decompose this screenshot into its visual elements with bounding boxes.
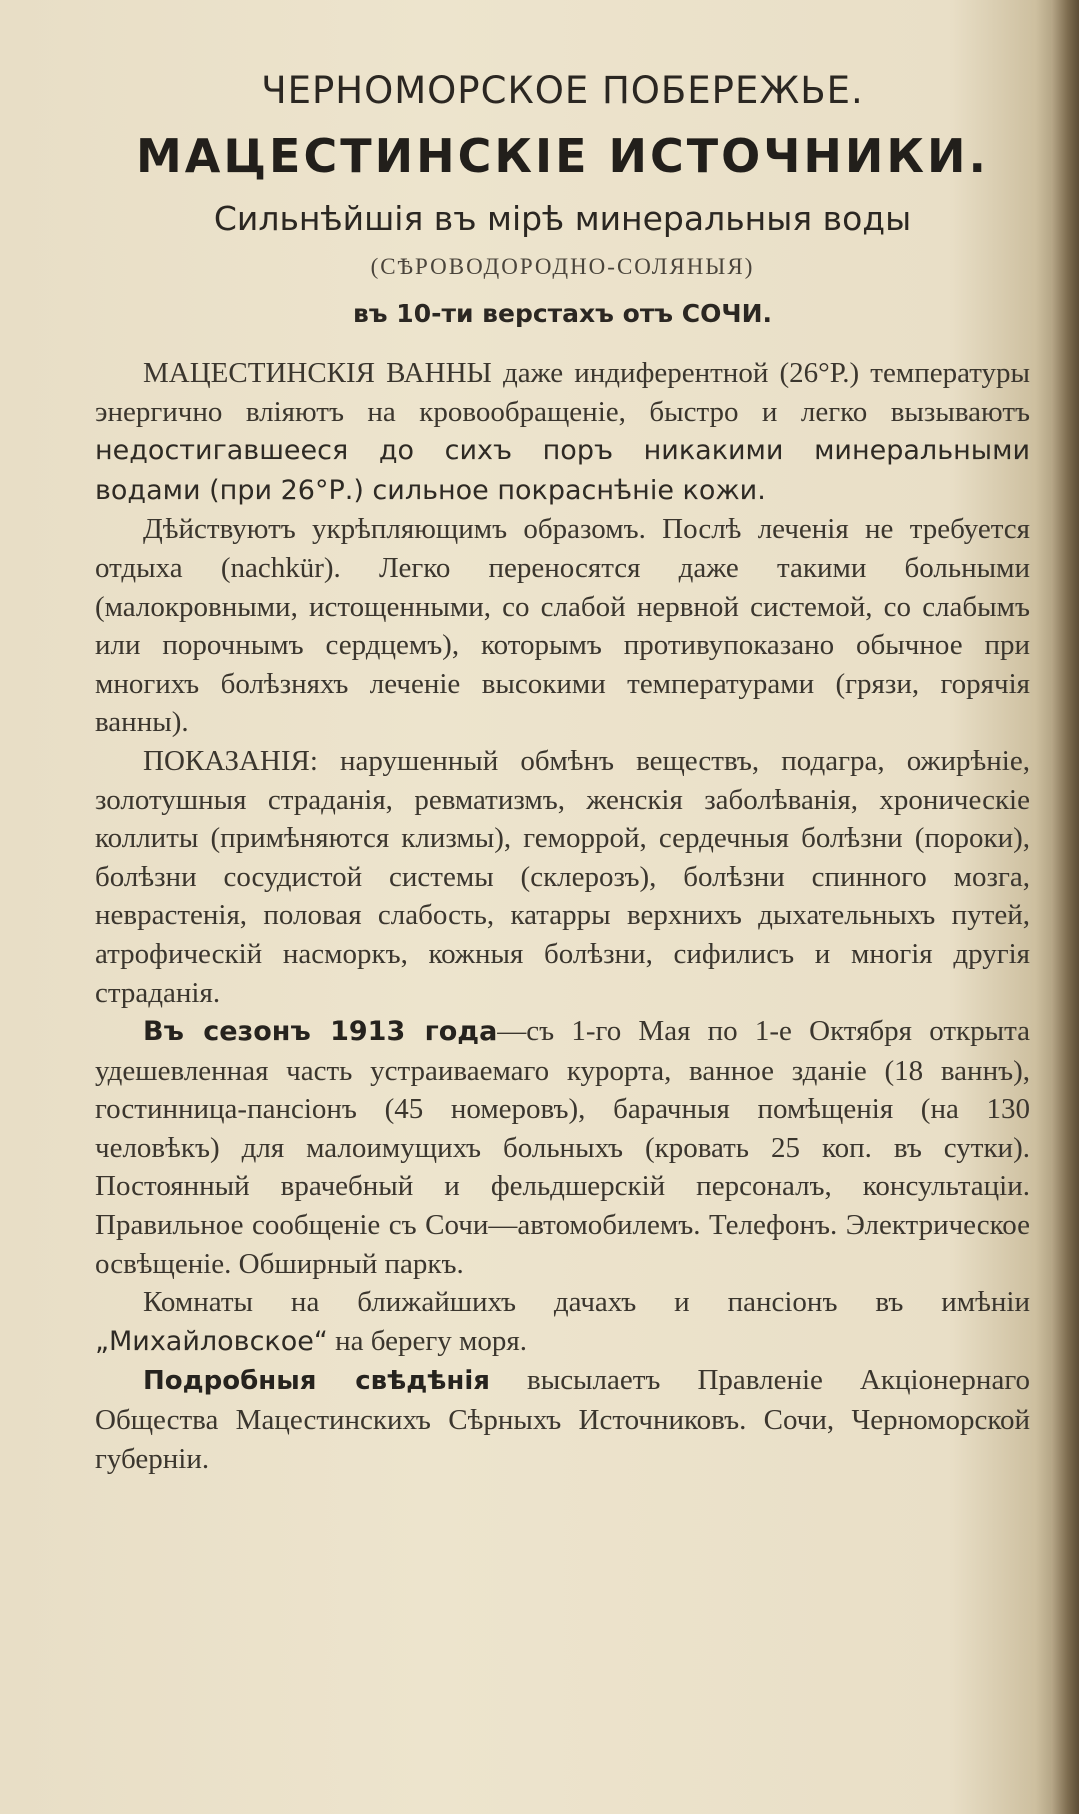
rooms-text-1: Комнаты на ближайшихъ дачахъ и пансіонъ въ имѣніи bbox=[143, 1286, 1030, 1319]
contact-details: высылаетъ Правленіе Акціонернаго Общества Мацестинскихъ Сѣрныхъ Источниковъ. Сочи, Черноморской губерніи. bbox=[95, 1364, 1030, 1475]
body-text bbox=[95, 354, 1030, 1478]
rooms-text-2: на берегу моря. bbox=[327, 1324, 527, 1357]
header bbox=[95, 60, 1030, 342]
season-details: —съ 1-го Мая по 1-е Октября открыта удешевленная часть устраиваемаго курорта, ванное зданіе (18 ваннъ), гостинница-пансіонъ (45 номеровъ), барачныя помѣщенія (на 130 человѣкъ) для малоимущихъ больныхъ (кровать 25 коп. въ сутки). Постоянный врачебный и фельдшерскій персоналъ, консультаціи. Правильное сообщеніе съ Сочи—автомобилемъ. Телефонъ. Электрическое освѣщеніе. Обширный паркъ. bbox=[95, 1015, 1030, 1280]
contact-label: Подробныя свѣдѣнія bbox=[143, 1366, 490, 1397]
paragraph-rooms bbox=[95, 1283, 1030, 1361]
paragraph-baths-part1: МАЦЕСТИНСКІЯ ВАННЫ даже индиферентной (26°Р.) температуры энергично вліяютъ на кровообращеніе, быстро и легко вызываютъ bbox=[95, 357, 1030, 428]
season-label: Въ сезонъ 1913 года bbox=[143, 1016, 498, 1048]
paragraph-baths bbox=[95, 354, 1030, 510]
water-type: (СѢРОВОДОРОДНО-СОЛЯНЫЯ) bbox=[370, 254, 755, 279]
estate-name: „Михайловское“ bbox=[95, 1325, 328, 1357]
distance-line: въ 10-ти верстахъ отъ СОЧИ. bbox=[352, 299, 773, 328]
paragraph-contact bbox=[95, 1361, 1030, 1478]
subtitle-heading: Сильнѣйшія въ мірѣ минеральныя воды bbox=[213, 199, 912, 238]
paragraph-indications: ПОКАЗАНІЯ: нарушенный обмѣнъ веществъ, подагра, ожирѣніе, золотушныя страданія, ревматизмъ, женскія заболѣванія, хроническіе коллиты (примѣняются клизмы), геморрой, сердечныя болѣзни (пороки), болѣзни сосудистой системы (склерозъ), болѣзни спинного мозга, неврастенія, половая слабость, катарры верхнихъ дыхательныхъ путей, атрофическій насморкъ, кожныя болѣзни, сифилисъ и многія другія страданія. bbox=[95, 744, 1030, 1009]
advertisement bbox=[95, 60, 1030, 1478]
region-heading: ЧЕРНОМОРСКОЕ ПОБЕРЕЖЬЕ. bbox=[261, 69, 864, 112]
paragraph-baths-part2: недостигавшееся до сихъ поръ никакими минеральными водами (при 26°Р.) сильное покраснѣніе кожи. bbox=[95, 435, 1030, 506]
title-heading: МАЦЕСТИНСКІЕ ИСТОЧНИКИ. bbox=[136, 129, 989, 183]
paragraph-effects: Дѣйствуютъ укрѣпляющимъ образомъ. Послѣ леченія не требуется отдыха (nachkür). Легко переносятся даже такими больными (малокровными, истощенными, со слабой нервной системой, со слабымъ или порочнымъ сердцемъ), которымъ противупоказано обычное при многихъ болѣзняхъ леченіе высокими температурами (грязи, горячія ванны). bbox=[95, 513, 1030, 739]
paragraph-season bbox=[95, 1012, 1030, 1283]
book-spine-edge bbox=[1051, 0, 1079, 1814]
